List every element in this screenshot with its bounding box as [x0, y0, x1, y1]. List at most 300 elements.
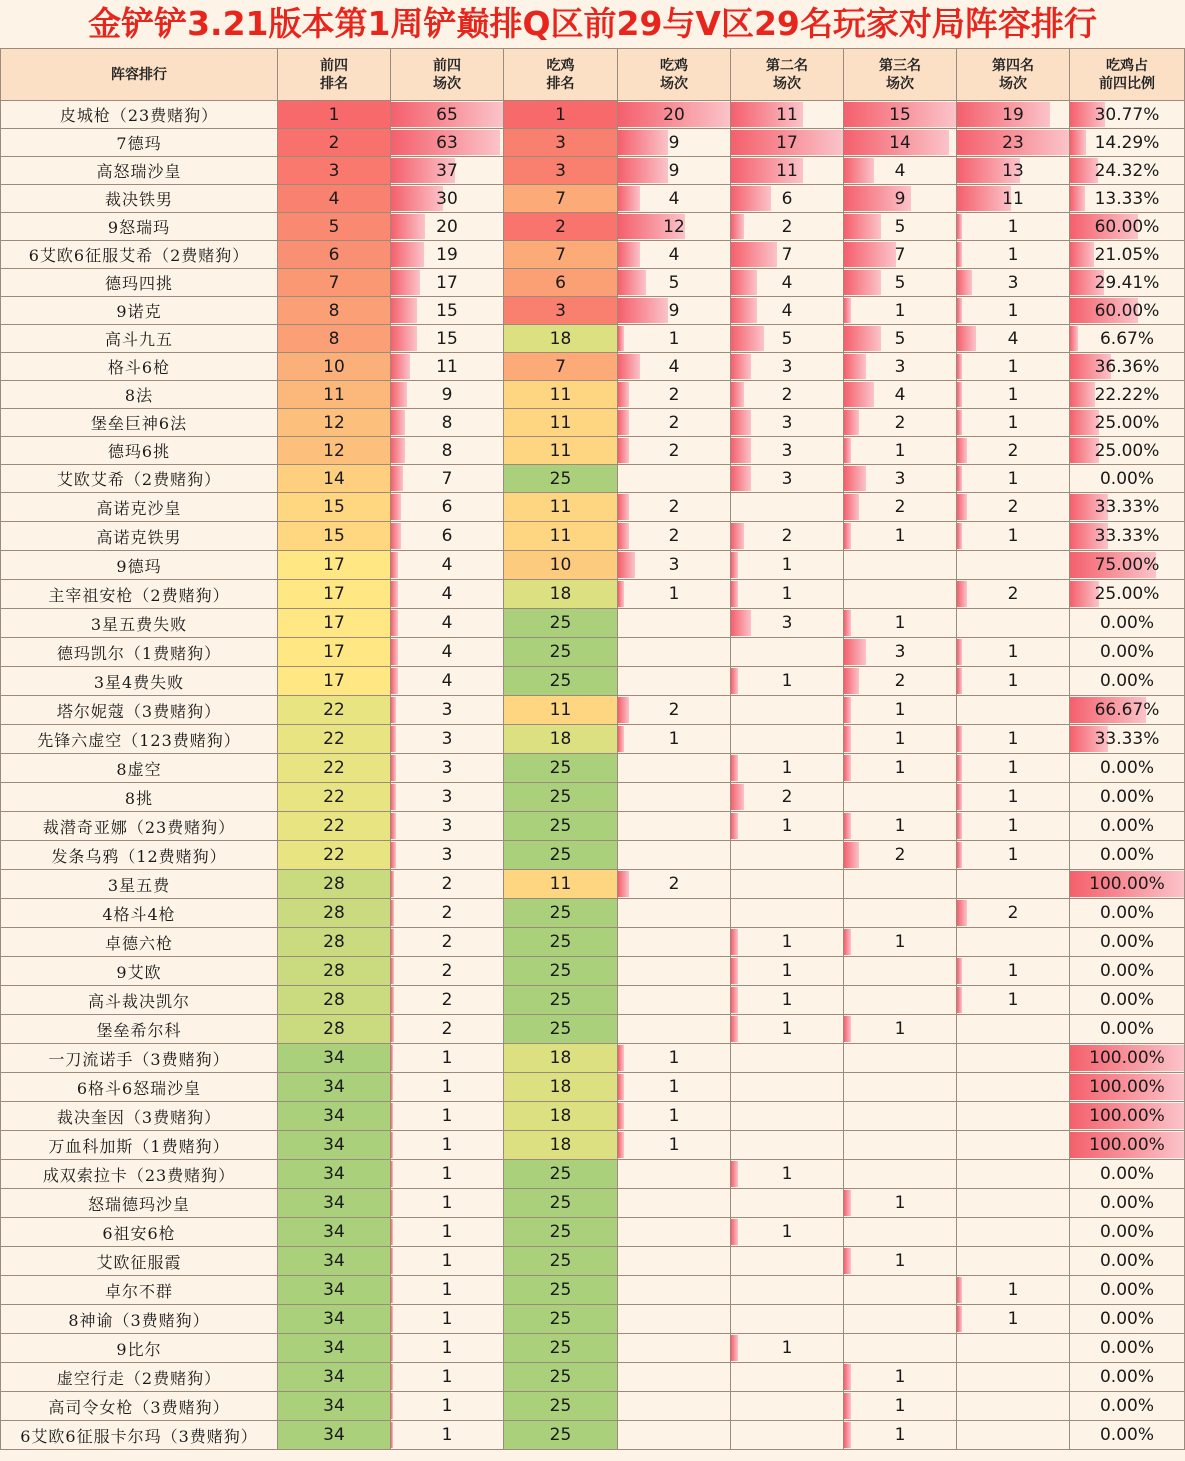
cell-value: 4: [441, 584, 453, 604]
cell-fourth-count: [957, 1421, 1070, 1450]
data-bar: [391, 326, 417, 351]
cell-value: 格斗6枪: [107, 358, 171, 377]
data-bar: [731, 214, 744, 239]
cell-composition: [1, 185, 278, 213]
data-bar: [844, 697, 851, 723]
cell-top4-count: [391, 493, 504, 522]
cell-fourth-count: [957, 493, 1070, 522]
cell-composition: [1, 1160, 278, 1189]
data-bar: [844, 1393, 851, 1419]
data-bar: [844, 842, 859, 868]
data-bar: [618, 552, 635, 578]
cell-top4-rank: [278, 1421, 391, 1450]
cell-win-ratio: [1070, 812, 1185, 841]
cell-composition: [1, 783, 278, 812]
data-bar: [618, 326, 624, 351]
cell-value: 3: [781, 440, 793, 461]
cell-value: 11: [1002, 188, 1024, 209]
cell-value: 2: [781, 384, 793, 405]
data-bar: [731, 1219, 738, 1245]
data-bar: [391, 610, 398, 636]
data-bar: [844, 610, 851, 636]
cell-top4-rank: [278, 812, 391, 841]
data-bar: [957, 326, 976, 351]
cell-fourth-count: [957, 899, 1070, 928]
cell-win-count: [618, 986, 731, 1015]
data-bar: [731, 410, 751, 435]
cell-third-count: [844, 1218, 957, 1247]
cell-value: 6祖安6枪: [102, 1223, 176, 1243]
data-bar: [618, 186, 640, 211]
cell-second-count: [731, 1247, 844, 1276]
data-bar: [618, 298, 668, 323]
cell-composition: [1, 1305, 278, 1334]
data-bar: [844, 410, 859, 435]
table-row: [1, 1305, 1185, 1334]
cell-second-count: [731, 1102, 844, 1131]
cell-value: 25: [549, 1367, 572, 1387]
cell-value: 2: [441, 932, 453, 952]
cell-value: 34: [323, 1048, 345, 1068]
cell-value: 29.41%: [1094, 272, 1160, 293]
cell-win-ratio: [1070, 325, 1185, 353]
cell-top4-rank: [278, 667, 391, 696]
cell-value: 1: [1007, 1309, 1019, 1329]
cell-value: 1: [1007, 729, 1019, 749]
data-bar: [618, 697, 629, 723]
cell-top4-rank: [278, 185, 391, 213]
cell-value: 0.00%: [1099, 1338, 1154, 1358]
cell-win-count: [618, 638, 731, 667]
cell-third-count: [844, 928, 957, 957]
data-bar: [731, 523, 744, 549]
cell-top4-rank: [278, 101, 391, 129]
cell-top4-count: [391, 928, 504, 957]
cell-value: 0.00%: [1099, 1222, 1154, 1242]
cell-composition: [1, 1247, 278, 1276]
cell-value: 2: [894, 671, 906, 691]
cell-top4-count: [391, 381, 504, 409]
data-bar: [618, 494, 629, 520]
data-bar: [957, 410, 962, 435]
cell-value: 1: [1007, 642, 1019, 662]
cell-value: 4: [668, 356, 680, 377]
cell-win-count: [618, 522, 731, 551]
data-bar: [957, 438, 967, 463]
cell-win-count: [618, 754, 731, 783]
cell-value: 2: [781, 216, 793, 237]
data-bar: [618, 130, 668, 155]
cell-third-count: [844, 157, 957, 185]
cell-value: 1: [668, 328, 680, 349]
cell-value: 19: [436, 244, 458, 265]
cell-value: 10: [323, 356, 345, 377]
data-bar: [391, 842, 396, 868]
cell-value: 20: [663, 104, 685, 125]
data-bar: [731, 1335, 738, 1361]
cell-composition: [1, 638, 278, 667]
cell-value: 7: [328, 272, 340, 293]
cell-composition: [1, 241, 278, 269]
cell-second-count: [731, 1421, 844, 1450]
cell-third-count: [844, 493, 957, 522]
cell-third-count: [844, 129, 957, 157]
cell-top4-count: [391, 899, 504, 928]
data-bar: [391, 523, 401, 549]
cell-value: 1: [894, 816, 906, 836]
cell-win-rank: [504, 754, 618, 783]
data-bar: [844, 1190, 851, 1216]
cell-value: 14: [889, 132, 911, 153]
cell-second-count: [731, 101, 844, 129]
cell-value: 3星4费失败: [93, 672, 185, 692]
cell-value: 1: [1007, 787, 1019, 807]
cell-value: 4: [441, 555, 453, 575]
cell-second-count: [731, 1015, 844, 1044]
cell-value: 4: [668, 188, 680, 209]
data-bar: [731, 987, 738, 1013]
cell-win-ratio: [1070, 986, 1185, 1015]
cell-value: 11: [323, 384, 345, 405]
data-bar: [731, 784, 744, 810]
cell-value: 1: [441, 1280, 453, 1300]
header-win-ratio: 吃鸡占 前四比例: [1070, 49, 1185, 101]
cell-top4-rank: [278, 899, 391, 928]
cell-top4-count: [391, 609, 504, 638]
cell-fourth-count: [957, 129, 1070, 157]
cell-composition: [1, 696, 278, 725]
cell-value: 6.67%: [1099, 328, 1154, 349]
cell-value: 1: [894, 613, 906, 633]
cell-third-count: [844, 1421, 957, 1450]
cell-fourth-count: [957, 522, 1070, 551]
data-bar: [957, 668, 962, 694]
data-bar: [957, 813, 962, 839]
cell-win-ratio: [1070, 409, 1185, 437]
cell-win-ratio: [1070, 1334, 1185, 1363]
cell-value: 8挑: [124, 788, 154, 808]
cell-value: 100.00%: [1089, 1135, 1165, 1155]
cell-win-ratio: [1070, 269, 1185, 297]
cell-fourth-count: [957, 1044, 1070, 1073]
cell-value: 8虚空: [116, 759, 162, 779]
data-bar: [618, 410, 629, 435]
cell-win-ratio: [1070, 667, 1185, 696]
cell-second-count: [731, 1218, 844, 1247]
data-bar: [731, 186, 771, 211]
cell-value: 25: [549, 787, 572, 807]
cell-win-count: [618, 381, 731, 409]
cell-win-ratio: [1070, 353, 1185, 381]
cell-value: 1: [894, 440, 906, 461]
data-bar: [391, 639, 398, 665]
cell-value: 7: [894, 244, 906, 265]
cell-value: 3: [781, 412, 793, 433]
cell-top4-count: [391, 213, 504, 241]
cell-value: 11: [549, 384, 572, 405]
table-row: [1, 609, 1185, 638]
cell-value: 1: [894, 526, 906, 546]
table-row: [1, 928, 1185, 957]
data-bar: [844, 242, 896, 267]
cell-value: 5: [894, 216, 906, 237]
cell-third-count: [844, 1247, 957, 1276]
cell-top4-count: [391, 409, 504, 437]
cell-win-rank: [504, 551, 618, 580]
cell-top4-count: [391, 1160, 504, 1189]
table-row: [1, 899, 1185, 928]
data-bar: [957, 466, 962, 491]
cell-value: 3星五费失败: [90, 614, 188, 634]
cell-value: 4: [441, 671, 453, 691]
cell-value: 1: [781, 1019, 793, 1039]
cell-value: 28: [323, 932, 345, 952]
cell-value: 63: [436, 132, 458, 153]
cell-value: 12: [323, 412, 345, 433]
cell-value: 17: [436, 272, 458, 293]
cell-value: 2: [555, 216, 566, 237]
cell-value: 100.00%: [1089, 1106, 1165, 1126]
data-bar: [391, 726, 396, 752]
cell-value: 1: [1007, 758, 1019, 778]
cell-second-count: [731, 551, 844, 580]
cell-value: 0.00%: [1099, 1309, 1154, 1329]
cell-value: 0.00%: [1099, 903, 1154, 923]
cell-value: 裁潜奇亚娜（23费赌狗）: [42, 817, 236, 837]
cell-win-ratio: [1070, 580, 1185, 609]
data-bar: [1070, 158, 1098, 183]
cell-top4-count: [391, 325, 504, 353]
cell-win-count: [618, 1363, 731, 1392]
cell-value: 2: [441, 1019, 453, 1039]
cell-composition: [1, 1363, 278, 1392]
cell-top4-rank: [278, 465, 391, 493]
cell-value: 3: [894, 356, 906, 377]
cell-value: 1: [1007, 356, 1019, 377]
data-bar: [391, 1132, 393, 1158]
cell-value: 1: [781, 584, 793, 604]
cell-top4-rank: [278, 1131, 391, 1160]
cell-win-ratio: [1070, 1073, 1185, 1102]
cell-value: 2: [668, 384, 680, 405]
cell-second-count: [731, 129, 844, 157]
cell-value: 100.00%: [1089, 1077, 1165, 1097]
data-bar: [844, 326, 881, 351]
cell-third-count: [844, 1276, 957, 1305]
cell-value: 0.00%: [1099, 671, 1154, 691]
cell-win-count: [618, 1276, 731, 1305]
cell-second-count: [731, 928, 844, 957]
table-row: [1, 157, 1185, 185]
cell-value: 8: [328, 300, 340, 321]
cell-value: 25: [549, 961, 572, 981]
cell-top4-count: [391, 269, 504, 297]
cell-top4-rank: [278, 1044, 391, 1073]
data-bar: [391, 1103, 393, 1129]
cell-win-count: [618, 1131, 731, 1160]
cell-value: 1: [441, 1193, 453, 1213]
cell-composition: [1, 1421, 278, 1450]
cell-third-count: [844, 101, 957, 129]
table-row: [1, 783, 1185, 812]
table-row: [1, 754, 1185, 783]
cell-value: 34: [323, 1251, 345, 1271]
cell-second-count: [731, 754, 844, 783]
cell-value: 9艾欧: [116, 962, 162, 982]
cell-top4-count: [391, 638, 504, 667]
cell-win-ratio: [1070, 1421, 1185, 1450]
cell-value: 0.00%: [1099, 1193, 1154, 1213]
cell-fourth-count: [957, 754, 1070, 783]
cell-value: 4: [441, 642, 453, 662]
cell-composition: [1, 725, 278, 754]
cell-top4-rank: [278, 493, 391, 522]
data-bar: [844, 523, 851, 549]
cell-top4-count: [391, 725, 504, 754]
data-bar: [391, 1248, 393, 1274]
cell-second-count: [731, 409, 844, 437]
cell-fourth-count: [957, 1218, 1070, 1247]
data-bar: [618, 382, 629, 407]
cell-win-rank: [504, 1160, 618, 1189]
page-title: 金铲铲3.21版本第1周铲巅排Q区前29与V区29名玩家对局阵容排行: [0, 0, 1185, 48]
cell-value: 3: [555, 132, 566, 153]
cell-third-count: [844, 297, 957, 325]
cell-win-count: [618, 783, 731, 812]
cell-win-count: [618, 1044, 731, 1073]
data-bar: [391, 214, 425, 239]
cell-win-rank: [504, 1421, 618, 1450]
cell-value: 18: [549, 1106, 572, 1126]
cell-win-ratio: [1070, 899, 1185, 928]
cell-top4-count: [391, 1102, 504, 1131]
data-bar: [391, 1074, 393, 1100]
cell-value: 8: [328, 328, 340, 349]
cell-value: 33.33%: [1094, 497, 1160, 517]
cell-value: 9德玛: [116, 556, 162, 576]
cell-value: 4: [328, 188, 340, 209]
cell-value: 22: [323, 787, 345, 807]
cell-second-count: [731, 241, 844, 269]
cell-top4-count: [391, 522, 504, 551]
cell-value: 4: [781, 272, 793, 293]
cell-value: 25: [549, 1193, 572, 1213]
cell-value: 1: [668, 1135, 680, 1155]
data-bar: [731, 929, 738, 955]
cell-value: 0.00%: [1099, 816, 1154, 836]
cell-value: 德玛凯尔（1费赌狗）: [56, 643, 222, 663]
cell-composition: [1, 957, 278, 986]
cell-value: 0.00%: [1099, 758, 1154, 778]
cell-fourth-count: [957, 783, 1070, 812]
data-bar: [618, 1132, 624, 1158]
cell-top4-rank: [278, 1305, 391, 1334]
data-bar: [844, 466, 866, 491]
cell-value: 1: [441, 1164, 453, 1184]
cell-value: 22: [323, 729, 345, 749]
cell-top4-rank: [278, 1189, 391, 1218]
cell-value: 14.29%: [1094, 132, 1160, 153]
cell-composition: [1, 269, 278, 297]
cell-value: 11: [549, 526, 572, 546]
cell-second-count: [731, 957, 844, 986]
cell-value: 17: [323, 555, 345, 575]
cell-top4-rank: [278, 522, 391, 551]
data-bar: [957, 242, 962, 267]
cell-value: 9比尔: [116, 1339, 162, 1359]
data-bar: [844, 494, 859, 520]
cell-value: 60.00%: [1094, 300, 1160, 321]
cell-win-rank: [504, 609, 618, 638]
cell-value: 堡垒希尔科: [96, 1020, 182, 1040]
cell-second-count: [731, 185, 844, 213]
cell-win-count: [618, 409, 731, 437]
cell-win-count: [618, 899, 731, 928]
cell-win-ratio: [1070, 928, 1185, 957]
cell-top4-rank: [278, 609, 391, 638]
cell-value: 高诺克铁男: [96, 527, 182, 547]
cell-value: 0.00%: [1099, 961, 1154, 981]
cell-top4-rank: [278, 1334, 391, 1363]
data-bar: [391, 1335, 393, 1361]
cell-value: 1: [894, 729, 906, 749]
cell-value: 25: [549, 1396, 572, 1416]
cell-win-rank: [504, 353, 618, 381]
cell-third-count: [844, 783, 957, 812]
cell-value: 1: [781, 758, 793, 778]
cell-value: 1: [1007, 384, 1019, 405]
cell-value: 13.33%: [1094, 188, 1160, 209]
cell-second-count: [731, 297, 844, 325]
cell-win-count: [618, 1392, 731, 1421]
cell-win-ratio: [1070, 1305, 1185, 1334]
cell-win-rank: [504, 667, 618, 696]
cell-composition: [1, 1189, 278, 1218]
cell-win-rank: [504, 1305, 618, 1334]
data-bar: [391, 438, 405, 463]
cell-win-ratio: [1070, 1392, 1185, 1421]
cell-value: 15: [889, 104, 911, 125]
cell-composition: [1, 157, 278, 185]
table-row: [1, 437, 1185, 465]
cell-value: 34: [323, 1367, 345, 1387]
cell-top4-count: [391, 783, 504, 812]
data-bar: [391, 958, 394, 984]
table-row: [1, 1363, 1185, 1392]
data-bar: [391, 382, 407, 407]
data-bar: [391, 494, 401, 520]
cell-win-count: [618, 1015, 731, 1044]
data-bar: [844, 298, 851, 323]
cell-value: 33.33%: [1094, 729, 1160, 749]
table-row: [1, 1247, 1185, 1276]
cell-top4-rank: [278, 638, 391, 667]
cell-composition: [1, 129, 278, 157]
cell-second-count: [731, 638, 844, 667]
cell-composition: [1, 381, 278, 409]
cell-top4-rank: [278, 325, 391, 353]
cell-win-ratio: [1070, 638, 1185, 667]
cell-composition: [1, 465, 278, 493]
cell-top4-count: [391, 1334, 504, 1363]
data-bar: [731, 755, 738, 781]
cell-third-count: [844, 409, 957, 437]
cell-win-count: [618, 129, 731, 157]
cell-value: 4: [894, 160, 906, 181]
cell-value: 9: [668, 300, 680, 321]
data-bar: [844, 382, 874, 407]
cell-value: 2: [441, 990, 453, 1010]
